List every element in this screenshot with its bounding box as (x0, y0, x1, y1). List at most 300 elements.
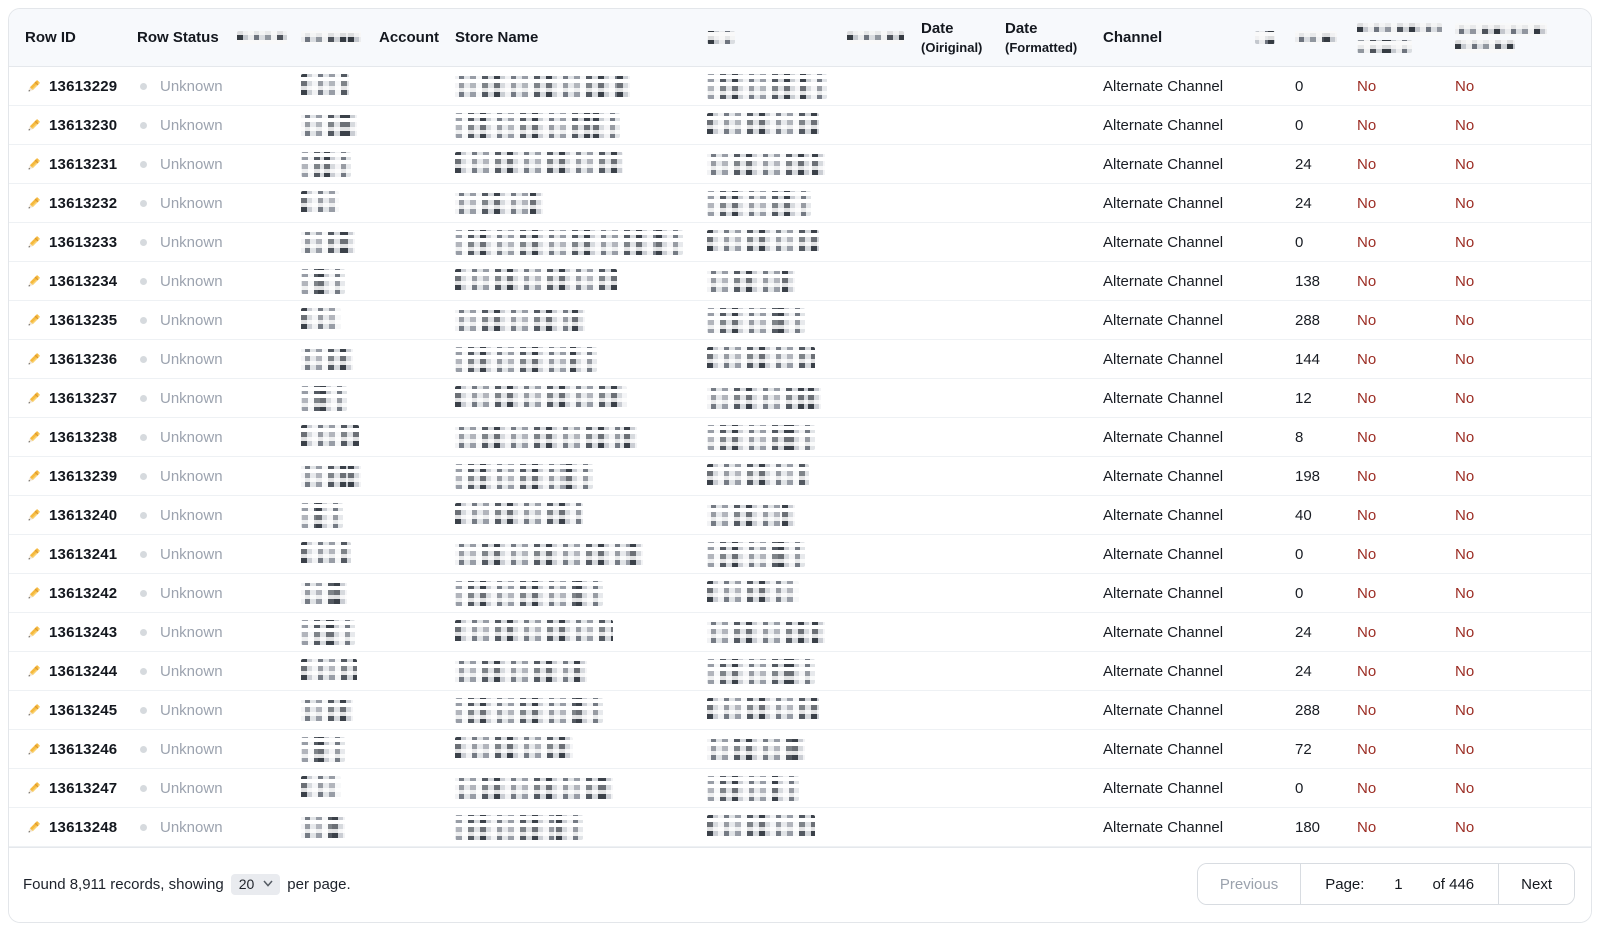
page-total-label: of 446 (1432, 875, 1475, 893)
flag1-cell (1357, 429, 1455, 446)
quantity-value: 8 (1295, 428, 1304, 446)
row-id-value: 13613239 (49, 467, 118, 485)
channel-cell (1103, 546, 1255, 563)
flag1-cell (1357, 585, 1455, 602)
channel-value: Alternate Channel (1103, 272, 1224, 290)
column-header-redacted-6 (1295, 31, 1357, 44)
row-id-cell (25, 117, 137, 134)
row-id-cell (25, 741, 137, 758)
redacted-cell-block (301, 776, 341, 801)
flag1-value: No (1357, 545, 1377, 563)
quantity-value: 288 (1295, 311, 1321, 329)
quantity-value: 24 (1295, 623, 1312, 641)
row-status-cell (137, 351, 237, 368)
redacted-header-block (1357, 23, 1442, 36)
date-original-line1: Date (921, 19, 954, 37)
page-label: Page: (1325, 875, 1365, 893)
flag2-value: No (1455, 584, 1475, 602)
store-name-cell (455, 230, 707, 255)
status-dot-icon (140, 395, 147, 402)
date-formatted-line1: Date (1005, 19, 1038, 37)
redacted-cell-block (455, 152, 623, 177)
redacted-cell (707, 581, 847, 606)
redacted-cell (301, 308, 379, 333)
row-status-value: Unknown (160, 545, 223, 563)
flag1-cell (1357, 663, 1455, 680)
table-row (9, 262, 1591, 301)
redacted-cell (301, 659, 379, 684)
flag2-cell (1455, 780, 1567, 797)
edit-pencil-icon[interactable] (25, 507, 42, 524)
edit-pencil-icon[interactable] (25, 351, 42, 368)
redacted-cell-block (301, 620, 355, 645)
channel-cell (1103, 585, 1255, 602)
row-id-value: 13613248 (49, 818, 118, 836)
flag1-cell (1357, 819, 1455, 836)
edit-pencil-icon[interactable] (25, 585, 42, 602)
status-dot-icon (140, 239, 147, 246)
status-dot-icon (140, 668, 147, 675)
flag1-value: No (1357, 350, 1377, 368)
quantity-cell (1295, 624, 1357, 641)
redacted-cell-block (455, 581, 603, 606)
channel-cell (1103, 351, 1255, 368)
flag2-value: No (1455, 194, 1475, 212)
flag1-cell (1357, 78, 1455, 95)
redacted-header-block (237, 31, 287, 44)
flag2-cell (1455, 546, 1567, 563)
store-name-cell (455, 74, 707, 99)
flag2-value: No (1455, 467, 1475, 485)
column-header-redacted-5 (1255, 31, 1295, 44)
redacted-cell (707, 698, 847, 723)
column-header-row-status: Row Status (137, 29, 219, 46)
channel-value: Alternate Channel (1103, 623, 1224, 641)
flag1-value: No (1357, 584, 1377, 602)
redacted-cell-block (707, 542, 805, 567)
redacted-cell (301, 230, 379, 255)
table-row (9, 808, 1591, 847)
row-status-cell (137, 429, 237, 446)
flag1-value: No (1357, 194, 1377, 212)
redacted-cell-block (455, 74, 630, 99)
status-dot-icon (140, 161, 147, 168)
flag2-cell (1455, 195, 1567, 212)
redacted-cell-block (301, 269, 345, 294)
column-header-date-original (921, 19, 1005, 57)
date-formatted-line2: (Formatted) (1005, 39, 1078, 55)
row-id-value: 13613244 (49, 662, 118, 680)
row-status-value: Unknown (160, 194, 223, 212)
redacted-header-block (1255, 31, 1275, 44)
redacted-cell-block (707, 269, 795, 294)
redacted-cell-block (707, 776, 799, 801)
row-id-cell (25, 546, 137, 563)
redacted-cell-block (455, 464, 593, 489)
edit-pencil-icon[interactable] (25, 156, 42, 173)
row-id-value: 13613238 (49, 428, 118, 446)
redacted-cell-block (301, 347, 353, 372)
channel-value: Alternate Channel (1103, 701, 1224, 719)
status-dot-icon (140, 707, 147, 714)
redacted-cell-block (301, 464, 361, 489)
row-status-value: Unknown (160, 155, 223, 173)
quantity-cell (1295, 234, 1357, 251)
redacted-cell (707, 308, 847, 333)
table-row (9, 301, 1591, 340)
quantity-value: 24 (1295, 194, 1312, 212)
redacted-cell (707, 347, 847, 372)
flag2-cell (1455, 351, 1567, 368)
redacted-cell-block (301, 815, 345, 840)
current-page-input[interactable] (1376, 876, 1420, 893)
page-indicator (1300, 864, 1499, 904)
table-row (9, 652, 1591, 691)
status-dot-icon (140, 434, 147, 441)
row-id-cell (25, 234, 137, 251)
pagination (1197, 863, 1575, 905)
redacted-cell-block (455, 113, 620, 138)
row-id-cell (25, 780, 137, 797)
previous-page-button[interactable]: Previous (1198, 864, 1300, 904)
store-name-cell (455, 776, 707, 801)
store-name-cell (455, 659, 707, 684)
column-header-row-id: Row ID (25, 29, 76, 46)
store-name-cell (455, 113, 707, 138)
table-row (9, 613, 1591, 652)
table-header-row (9, 9, 1591, 67)
redacted-cell-block (707, 464, 809, 489)
edit-pencil-icon[interactable] (25, 195, 42, 212)
edit-pencil-icon[interactable] (25, 819, 42, 836)
edit-pencil-icon[interactable] (25, 663, 42, 680)
quantity-cell (1295, 78, 1357, 95)
quantity-cell (1295, 390, 1357, 407)
redacted-cell (707, 503, 847, 528)
row-status-cell (137, 585, 237, 602)
flag2-value: No (1455, 623, 1475, 641)
channel-cell (1103, 741, 1255, 758)
row-status-value: Unknown (160, 116, 223, 134)
quantity-cell (1295, 156, 1357, 173)
row-id-value: 13613245 (49, 701, 118, 719)
table-body (9, 67, 1591, 847)
flag2-value: No (1455, 740, 1475, 758)
edit-pencil-icon[interactable] (25, 117, 42, 134)
row-id-value: 13613232 (49, 194, 118, 212)
quantity-cell (1295, 195, 1357, 212)
redacted-cell (301, 425, 379, 450)
flag1-value: No (1357, 506, 1377, 524)
quantity-value: 138 (1295, 272, 1321, 290)
row-id-value: 13613233 (49, 233, 118, 251)
row-id-cell (25, 624, 137, 641)
quantity-value: 0 (1295, 116, 1304, 134)
store-name-cell (455, 464, 707, 489)
redacted-cell-block (455, 230, 683, 255)
row-status-cell (137, 663, 237, 680)
row-id-value: 13613237 (49, 389, 118, 407)
row-id-cell (25, 468, 137, 485)
flag1-cell (1357, 390, 1455, 407)
flag1-cell (1357, 702, 1455, 719)
channel-value: Alternate Channel (1103, 116, 1224, 134)
row-status-cell (137, 195, 237, 212)
flag2-value: No (1455, 350, 1475, 368)
flag1-cell (1357, 780, 1455, 797)
redacted-cell (301, 191, 379, 216)
edit-pencil-icon[interactable] (25, 78, 42, 95)
redacted-cell (301, 503, 379, 528)
flag2-value: No (1455, 662, 1475, 680)
redacted-header-block (1357, 40, 1412, 53)
flag2-cell (1455, 273, 1567, 290)
redacted-cell-block (707, 230, 819, 255)
flag2-cell (1455, 663, 1567, 680)
edit-pencil-icon[interactable] (25, 468, 42, 485)
channel-value: Alternate Channel (1103, 350, 1224, 368)
next-page-button[interactable]: Next (1499, 864, 1574, 904)
redacted-header-block (1295, 31, 1337, 44)
page-size-select[interactable] (231, 874, 281, 895)
channel-value: Alternate Channel (1103, 662, 1224, 680)
column-header-account: Account (379, 29, 439, 46)
row-id-cell (25, 819, 137, 836)
quantity-cell (1295, 429, 1357, 446)
redacted-cell-block (707, 191, 811, 216)
flag2-cell (1455, 156, 1567, 173)
channel-cell (1103, 195, 1255, 212)
redacted-cell (707, 620, 847, 645)
status-dot-icon (140, 83, 147, 90)
column-header-redacted-2 (301, 31, 379, 44)
row-status-cell (137, 390, 237, 407)
row-status-value: Unknown (160, 311, 223, 329)
row-status-value: Unknown (160, 467, 223, 485)
edit-pencil-icon[interactable] (25, 780, 42, 797)
row-id-cell (25, 312, 137, 329)
date-original-line2: (Oiriginal) (921, 39, 983, 55)
redacted-cell (707, 113, 847, 138)
flag2-cell (1455, 741, 1567, 758)
quantity-cell (1295, 702, 1357, 719)
redacted-cell (707, 425, 847, 450)
redacted-header-block (707, 31, 735, 44)
row-id-cell (25, 273, 137, 290)
status-dot-icon (140, 317, 147, 324)
edit-pencil-icon[interactable] (25, 390, 42, 407)
redacted-cell-block (301, 113, 357, 138)
column-header-channel: Channel (1103, 29, 1163, 46)
status-dot-icon (140, 785, 147, 792)
row-status-value: Unknown (160, 233, 223, 251)
quantity-value: 144 (1295, 350, 1321, 368)
quantity-cell (1295, 507, 1357, 524)
flag1-cell (1357, 507, 1455, 524)
redacted-cell (301, 152, 379, 177)
redacted-cell-block (707, 659, 815, 684)
row-id-cell (25, 351, 137, 368)
quantity-value: 0 (1295, 779, 1304, 797)
row-id-cell (25, 663, 137, 680)
flag1-value: No (1357, 233, 1377, 251)
flag1-value: No (1357, 818, 1377, 836)
redacted-cell-block (301, 659, 357, 684)
edit-pencil-icon[interactable] (25, 702, 42, 719)
redacted-cell-block (455, 386, 627, 411)
records-summary-prefix: Found 8,911 records, showing (23, 875, 224, 893)
redacted-cell (707, 191, 847, 216)
flag1-cell (1357, 117, 1455, 134)
redacted-cell (301, 464, 379, 489)
channel-value: Alternate Channel (1103, 77, 1224, 95)
edit-pencil-icon[interactable] (25, 624, 42, 641)
store-name-cell (455, 152, 707, 177)
column-header-date-formatted (1005, 19, 1103, 57)
edit-pencil-icon[interactable] (25, 312, 42, 329)
flag1-value: No (1357, 389, 1377, 407)
flag2-value: No (1455, 77, 1475, 95)
flag2-value: No (1455, 701, 1475, 719)
flag1-value: No (1357, 467, 1377, 485)
redacted-cell (707, 776, 847, 801)
edit-pencil-icon[interactable] (25, 741, 42, 758)
channel-cell (1103, 273, 1255, 290)
redacted-cell-block (455, 191, 543, 216)
table-row (9, 340, 1591, 379)
redacted-cell (707, 386, 847, 411)
quantity-cell (1295, 312, 1357, 329)
edit-pencil-icon[interactable] (25, 234, 42, 251)
table-row (9, 691, 1591, 730)
status-dot-icon (140, 200, 147, 207)
redacted-cell (707, 542, 847, 567)
redacted-cell-block (455, 776, 613, 801)
chevron-down-icon (263, 880, 273, 887)
store-name-cell (455, 503, 707, 528)
redacted-cell-block (707, 581, 799, 606)
table-row (9, 418, 1591, 457)
status-dot-icon (140, 629, 147, 636)
row-status-cell (137, 702, 237, 719)
column-header-redacted-3 (707, 31, 847, 44)
flag1-value: No (1357, 428, 1377, 446)
row-id-cell (25, 156, 137, 173)
flag2-cell (1455, 507, 1567, 524)
store-name-cell (455, 386, 707, 411)
quantity-value: 198 (1295, 467, 1321, 485)
row-status-cell (137, 117, 237, 134)
redacted-cell (301, 386, 379, 411)
redacted-cell (707, 152, 847, 177)
row-status-cell (137, 819, 237, 836)
row-id-value: 13613243 (49, 623, 118, 641)
redacted-cell-block (707, 347, 815, 372)
flag2-cell (1455, 702, 1567, 719)
flag1-value: No (1357, 662, 1377, 680)
redacted-cell (301, 815, 379, 840)
records-summary-suffix: per page. (287, 875, 351, 893)
flag2-cell (1455, 78, 1567, 95)
edit-pencil-icon[interactable] (25, 273, 42, 290)
row-status-value: Unknown (160, 350, 223, 368)
quantity-value: 24 (1295, 662, 1312, 680)
row-status-cell (137, 273, 237, 290)
flag1-value: No (1357, 272, 1377, 290)
redacted-cell-block (707, 425, 815, 450)
redacted-header-block (847, 31, 904, 44)
row-id-value: 13613231 (49, 155, 118, 173)
redacted-cell-block (707, 308, 805, 333)
row-status-cell (137, 741, 237, 758)
status-dot-icon (140, 473, 147, 480)
redacted-cell-block (707, 698, 819, 723)
channel-value: Alternate Channel (1103, 311, 1224, 329)
channel-cell (1103, 702, 1255, 719)
channel-value: Alternate Channel (1103, 155, 1224, 173)
quantity-cell (1295, 273, 1357, 290)
redacted-header-block (1455, 40, 1515, 53)
row-status-cell (137, 156, 237, 173)
store-name-cell (455, 815, 707, 840)
flag1-value: No (1357, 701, 1377, 719)
status-dot-icon (140, 824, 147, 831)
row-status-value: Unknown (160, 428, 223, 446)
flag2-cell (1455, 468, 1567, 485)
store-name-cell (455, 581, 707, 606)
flag2-value: No (1455, 389, 1475, 407)
redacted-cell-block (707, 503, 795, 528)
channel-value: Alternate Channel (1103, 194, 1224, 212)
quantity-value: 0 (1295, 233, 1304, 251)
channel-cell (1103, 78, 1255, 95)
redacted-cell-block (455, 620, 613, 645)
channel-value: Alternate Channel (1103, 740, 1224, 758)
table-row (9, 145, 1591, 184)
status-dot-icon (140, 746, 147, 753)
store-name-cell (455, 425, 707, 450)
flag2-value: No (1455, 545, 1475, 563)
records-summary (23, 874, 351, 895)
quantity-cell (1295, 546, 1357, 563)
flag1-value: No (1357, 311, 1377, 329)
flag2-cell (1455, 312, 1567, 329)
channel-cell (1103, 429, 1255, 446)
flag2-cell (1455, 429, 1567, 446)
row-status-value: Unknown (160, 389, 223, 407)
row-status-value: Unknown (160, 740, 223, 758)
row-id-value: 13613247 (49, 779, 118, 797)
row-status-cell (137, 312, 237, 329)
redacted-cell (707, 737, 847, 762)
redacted-cell (707, 815, 847, 840)
flag2-cell (1455, 624, 1567, 641)
row-id-value: 13613229 (49, 77, 118, 95)
channel-cell (1103, 624, 1255, 641)
flag2-value: No (1455, 818, 1475, 836)
row-status-value: Unknown (160, 584, 223, 602)
column-header-redacted-1 (237, 31, 301, 44)
redacted-cell-block (301, 542, 351, 567)
column-header-store-name: Store Name (455, 29, 539, 46)
edit-pencil-icon[interactable] (25, 429, 42, 446)
table-row (9, 574, 1591, 613)
edit-pencil-icon[interactable] (25, 546, 42, 563)
status-dot-icon (140, 122, 147, 129)
quantity-cell (1295, 819, 1357, 836)
quantity-value: 12 (1295, 389, 1312, 407)
redacted-cell-block (707, 815, 815, 840)
